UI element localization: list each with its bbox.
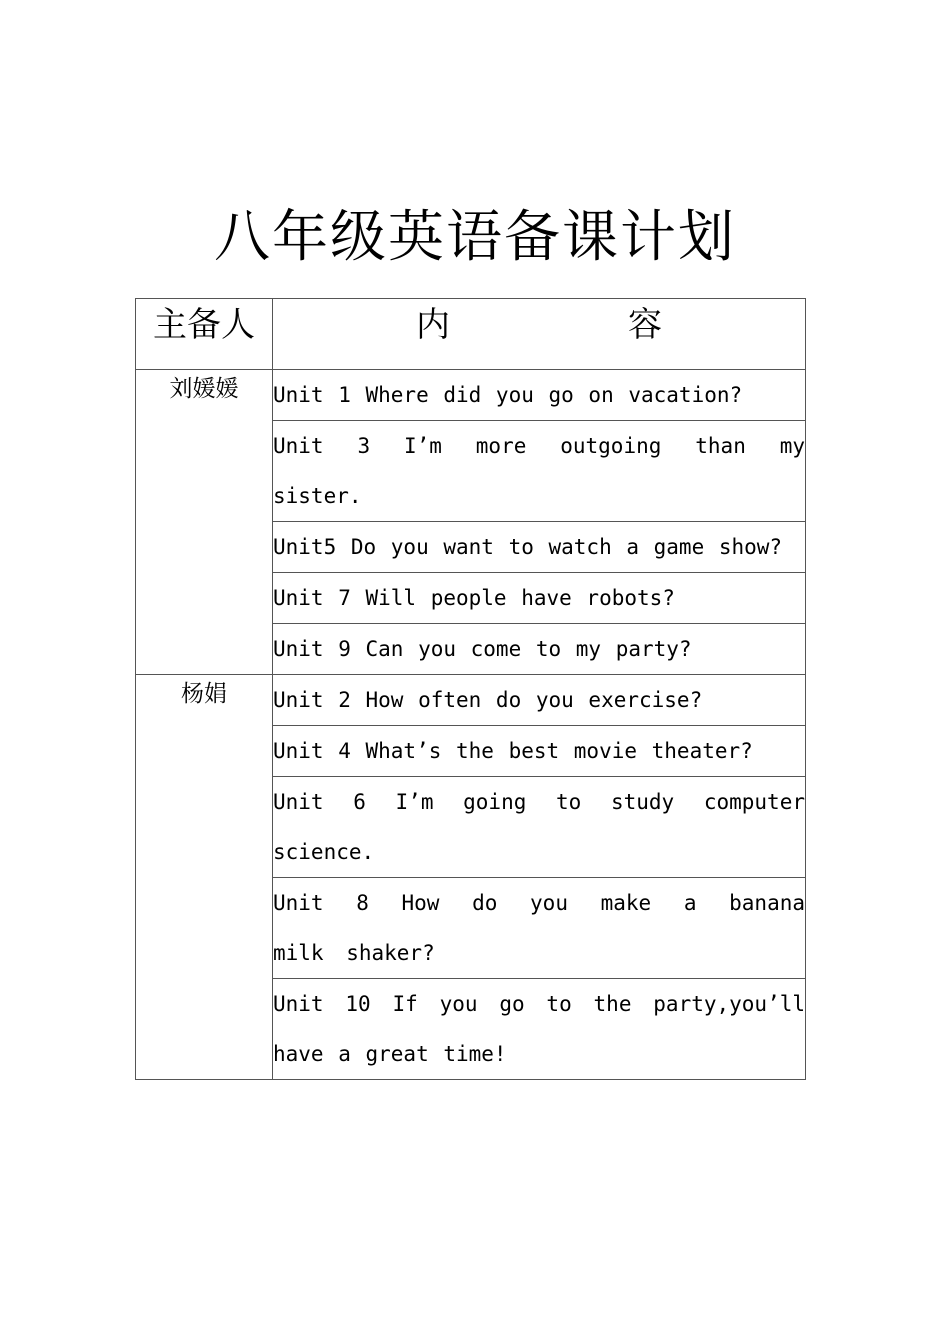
header-content — [273, 299, 806, 370]
teacher-name: 杨娟 — [136, 675, 273, 1080]
unit-cell: Unit 1 Where did you go on vacation? — [273, 370, 806, 421]
unit-cell: Unit 8 How do you make a banana milk shaker? — [273, 878, 806, 979]
header-teacher: 主备人 — [136, 299, 273, 370]
unit-cell: Unit 10 If you go to the party,you’ll have a great time! — [273, 979, 806, 1080]
header-content-part-1: 内 — [416, 305, 450, 345]
unit-cell: Unit5 Do you want to watch a game show? — [273, 522, 806, 573]
unit-cell: Unit 3 I’m more outgoing than my sister. — [273, 421, 806, 522]
unit-cell: Unit 4 What’s the best movie theater? — [273, 726, 806, 777]
table-header-row — [136, 299, 806, 370]
lesson-plan-table — [135, 298, 806, 1080]
unit-cell: Unit 6 I’m going to study computer science. — [273, 777, 806, 878]
teacher-name: 刘媛媛 — [136, 370, 273, 675]
table-row — [136, 675, 806, 726]
page-title: 八年级英语备课计划 — [214, 205, 736, 270]
table-row — [136, 370, 806, 421]
header-content-part-2: 容 — [628, 305, 662, 345]
unit-cell: Unit 2 How often do you exercise? — [273, 675, 806, 726]
unit-cell: Unit 9 Can you come to my party? — [273, 624, 806, 675]
unit-cell: Unit 7 Will people have robots? — [273, 573, 806, 624]
